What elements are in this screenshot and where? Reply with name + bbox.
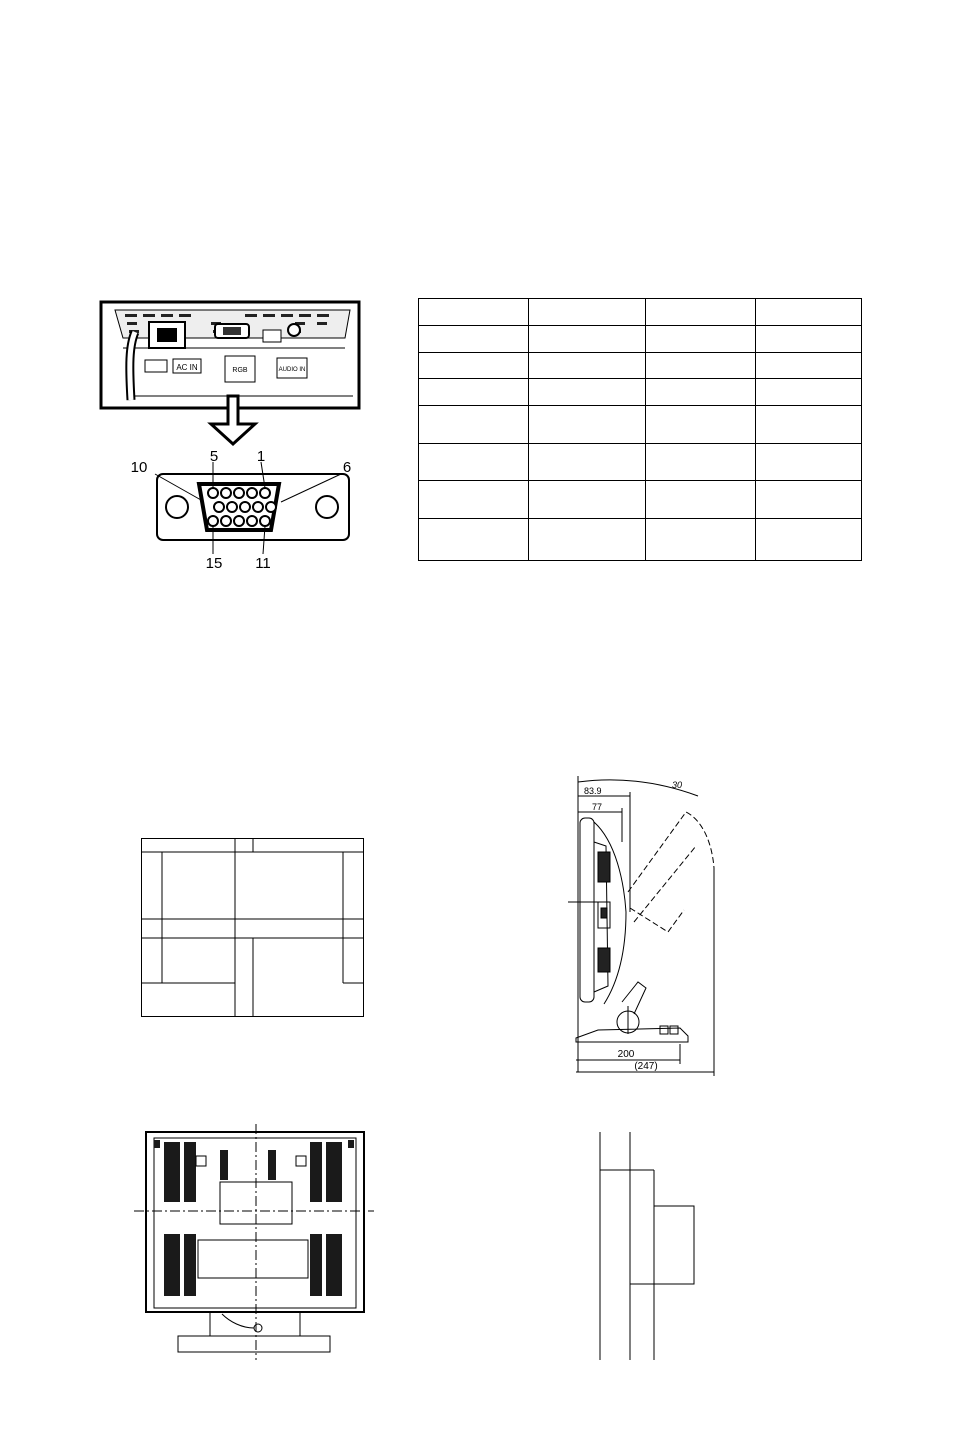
rgb-label: RGB — [232, 367, 248, 374]
depth-dimension-panel: 77 — [592, 802, 603, 812]
dimension-line-block — [596, 1132, 700, 1360]
audio-in-label: AUDIO IN — [278, 367, 306, 373]
connector-illustration — [95, 296, 365, 576]
angle-dimension: 30 — [672, 780, 683, 790]
pin-label-11: 11 — [255, 555, 271, 572]
pin-assignment-table — [418, 298, 862, 561]
ac-in-label: AC IN — [176, 363, 198, 372]
depth-dimension-front: 83.9 — [584, 786, 602, 796]
base-depth-dimension: 200 — [617, 1049, 635, 1060]
rear-view-diagram — [134, 1124, 374, 1360]
blank-grid-block — [140, 837, 366, 1019]
pin-label-1: 1 — [256, 448, 266, 465]
rear-panel-photo — [101, 302, 359, 408]
dsub15-connector — [131, 448, 352, 572]
pin-label-5: 5 — [209, 448, 219, 465]
side-view-diagram — [568, 772, 728, 1078]
pin-label-15: 15 — [205, 555, 223, 572]
overall-depth-dimension: (247) — [634, 1061, 658, 1072]
pin-label-6: 6 — [342, 459, 352, 476]
pin-label-10: 10 — [130, 459, 148, 476]
